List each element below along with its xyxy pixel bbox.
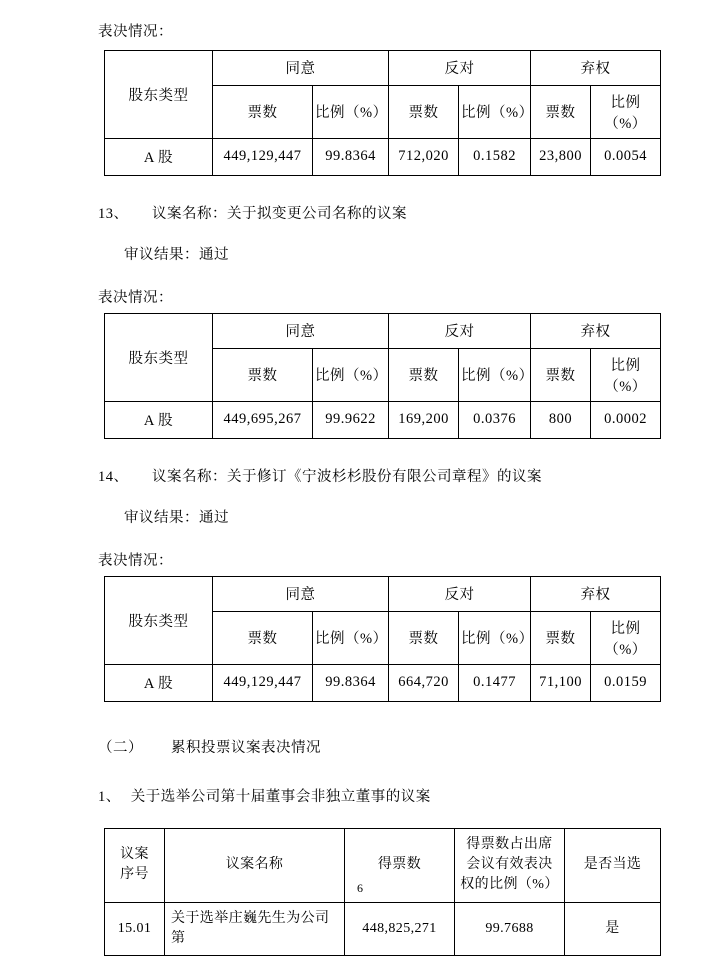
header-agree: 同意 <box>213 50 389 85</box>
header-abstain: 弃权 <box>531 313 661 348</box>
cell-abstain-votes: 23,800 <box>531 138 591 175</box>
cell-proposal-name: 关于选举庄巍先生为公司第 <box>165 902 345 956</box>
vote-result-table-0 <box>104 50 661 176</box>
header-votes-ratio-line1: 得票数占出席 <box>466 836 553 852</box>
vote-situation-label-14: 表决情况： <box>98 552 173 569</box>
header-against: 反对 <box>389 50 531 85</box>
header-votes-ratio-line2: 会议有效表决 <box>466 857 553 873</box>
header-abstain: 弃权 <box>531 50 661 85</box>
header-votes-ratio-line3: 权的比例（%） <box>460 877 559 893</box>
subheader-against-ratio: 比例（%） <box>459 611 531 664</box>
header-abstain: 弃权 <box>531 576 661 611</box>
cell-against-votes: 664,720 <box>389 664 459 701</box>
cell-agree-ratio: 99.9622 <box>313 401 389 438</box>
section-heading <box>98 736 658 757</box>
proposal-13-seq: 13、 <box>98 205 129 222</box>
subheader-abstain-ratio: 比例（%） <box>591 611 661 664</box>
subheader-against-votes: 票数 <box>389 85 459 138</box>
subheader-agree-ratio: 比例（%） <box>313 611 389 664</box>
table-header-row <box>105 576 661 611</box>
subheader-abstain-votes: 票数 <box>531 85 591 138</box>
subheader-agree-ratio: 比例（%） <box>313 85 389 138</box>
subheader-agree-votes: 票数 <box>213 85 313 138</box>
cell-proposal-seq: 15.01 <box>105 902 165 956</box>
header-proposal-seq-line2: 序号 <box>120 867 149 883</box>
section-title: 累积投票议案表决情况 <box>171 739 321 756</box>
cell-agree-votes: 449,129,447 <box>213 138 313 175</box>
header-shareholder-type: 股东类型 <box>105 576 213 664</box>
header-elected: 是否当选 <box>565 828 661 902</box>
page-number: 6 <box>357 881 363 895</box>
subheader-abstain-votes: 票数 <box>531 348 591 401</box>
table-row <box>105 138 661 175</box>
proposal-13-title: 议案名称：关于拟变更公司名称的议案 <box>152 205 407 222</box>
cell-abstain-ratio: 0.0002 <box>591 401 661 438</box>
cell-agree-ratio: 99.8364 <box>313 664 389 701</box>
header-proposal-name: 议案名称 <box>165 828 345 902</box>
table-row <box>105 902 661 956</box>
cell-votes-obtained: 448,825,271 <box>345 902 455 956</box>
cell-agree-votes: 449,129,447 <box>213 664 313 701</box>
proposal-13-heading <box>98 202 658 223</box>
header-shareholder-type: 股东类型 <box>105 313 213 401</box>
subheader-abstain-ratio: 比例（%） <box>591 85 661 138</box>
cell-agree-votes: 449,695,267 <box>213 401 313 438</box>
section-seq: （二） <box>98 739 143 756</box>
subheader-abstain-votes: 票数 <box>531 611 591 664</box>
subheader-against-ratio: 比例（%） <box>459 348 531 401</box>
vote-situation-label-13: 表决情况： <box>98 289 173 306</box>
cell-shareholder-type: A 股 <box>105 138 213 175</box>
subheader-against-votes: 票数 <box>389 611 459 664</box>
header-shareholder-type: 股东类型 <box>105 50 213 138</box>
vote-result-table-14 <box>104 576 661 702</box>
subheader-agree-votes: 票数 <box>213 348 313 401</box>
header-votes-obtained: 得票数 <box>345 828 455 902</box>
cumulative-proposal-seq: 1、 <box>98 788 121 805</box>
cell-against-votes: 712,020 <box>389 138 459 175</box>
header-against: 反对 <box>389 313 531 348</box>
cell-against-ratio: 0.1582 <box>459 138 531 175</box>
cell-against-ratio: 0.1477 <box>459 664 531 701</box>
table-row <box>105 664 661 701</box>
proposal-14-seq: 14、 <box>98 468 129 485</box>
proposal-14-title: 议案名称：关于修订《宁波杉杉股份有限公司章程》的议案 <box>152 468 542 485</box>
proposal-14-result: 审议结果：通过 <box>124 509 229 526</box>
cell-against-ratio: 0.0376 <box>459 401 531 438</box>
cell-abstain-ratio: 0.0054 <box>591 138 661 175</box>
cell-against-votes: 169,200 <box>389 401 459 438</box>
header-agree: 同意 <box>213 313 389 348</box>
table-row <box>105 401 661 438</box>
cumulative-proposal-heading <box>98 785 658 806</box>
proposal-14-heading <box>98 465 658 486</box>
cell-abstain-votes: 71,100 <box>531 664 591 701</box>
proposal-13-result: 审议结果：通过 <box>124 246 229 263</box>
subheader-agree-votes: 票数 <box>213 611 313 664</box>
cell-abstain-votes: 800 <box>531 401 591 438</box>
header-agree: 同意 <box>213 576 389 611</box>
subheader-against-votes: 票数 <box>389 348 459 401</box>
vote-situation-label-0: 表决情况： <box>98 24 173 40</box>
cell-shareholder-type: A 股 <box>105 401 213 438</box>
cell-agree-ratio: 99.8364 <box>313 138 389 175</box>
subheader-agree-ratio: 比例（%） <box>313 348 389 401</box>
header-proposal-seq-line1: 议案 <box>120 846 149 862</box>
vote-result-table-13 <box>104 313 661 439</box>
cell-shareholder-type: A 股 <box>105 664 213 701</box>
subheader-abstain-ratio: 比例（%） <box>591 348 661 401</box>
cell-votes-ratio: 99.7688 <box>455 902 565 956</box>
cumulative-proposal-title: 关于选举公司第十届董事会非独立董事的议案 <box>130 788 431 805</box>
cell-elected: 是 <box>565 902 661 956</box>
header-against: 反对 <box>389 576 531 611</box>
table-header-row <box>105 50 661 85</box>
table-header-row <box>105 313 661 348</box>
subheader-against-ratio: 比例（%） <box>459 85 531 138</box>
cell-abstain-ratio: 0.0159 <box>591 664 661 701</box>
